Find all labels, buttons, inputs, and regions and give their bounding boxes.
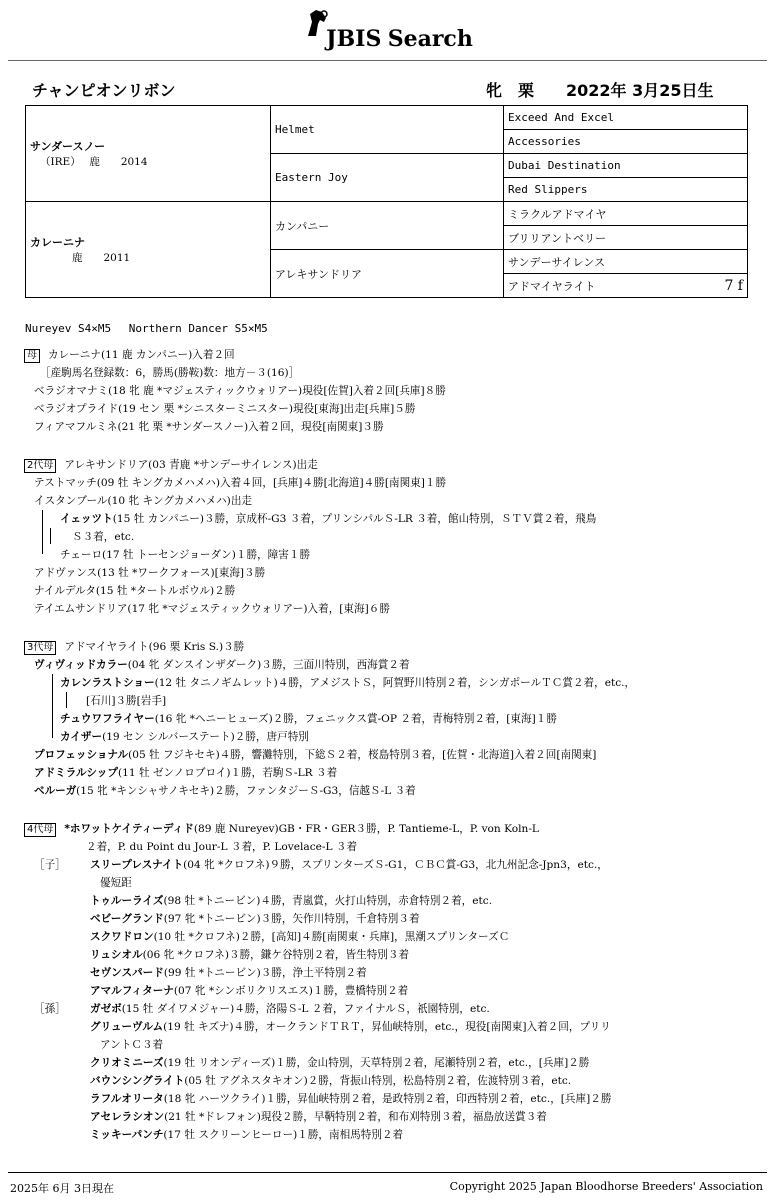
ssd-cell[interactable]: Accessories (504, 130, 748, 154)
list-item[interactable]: テイエムサンドリア(17 牝 *マジェスティックウォリアー)入着，[東海]６勝 (34, 603, 390, 615)
list-item[interactable]: ラフルオリータ(18 牝 ハーツクライ)１勝，昇仙峡特別２着，是政特別２着，印西特別２着，etc.，[兵庫]２勝 (90, 1093, 612, 1105)
second-dam-section: 2代母 アレキサンドリア(03 青鹿 *サンデーサイレンス)出走 テストマッチ(09 牡 キングカメハメハ)入着４回，[兵庫]４勝[北海道]４勝[南関東]１勝 イスタンブール(10 牝 キングカメハメハ)出走 イェッツト(15 牡 カンパニー)３勝，京成杯-G3 ３着，プリンシパルＳ-LR ３着，館山特別，ＳＴＶ賞２着，飛鳥 Ｓ３着，etc. チェーロ(17 牡 トーセンジョーダン)１勝，障害１勝 アドヴァンス(13 牡 *ワークフォース)[東海]３勝 ナイルデルタ(15 牡 *タートルボウル)２勝 テイエムサンドリア(17 牝 *マジェスティックウォリアー)入着，[東海]６勝 (24, 456, 764, 618)
tree-connector (42, 510, 43, 554)
list-item[interactable]: スリープレスナイト (90, 859, 184, 871)
inbreeding-line: Nureyev S4×M5 Northern Dancer S5×M5 (25, 322, 268, 335)
tree-connector (52, 674, 53, 738)
list-item[interactable]: ミッキーパンチ(17 牡 スクリーンヒーロー)１勝，南相馬特別２着 (90, 1129, 404, 1141)
dam-sire-cell[interactable]: カンパニー (271, 202, 504, 250)
sire-dam-cell[interactable]: Eastern Joy (271, 154, 504, 202)
dds-cell[interactable]: サンデーサイレンス (504, 250, 748, 274)
site-logo[interactable] (0, 8, 775, 52)
list-item[interactable]: カレンラストショー(12 牡 タニノギムレット)４勝，アメジストＳ，阿賀野川特別２着，シンガポールＴＣ賞２着，etc.， (60, 677, 636, 689)
fourth-dam-tag: 4代母 (24, 823, 56, 837)
horse-title-bar (32, 78, 732, 102)
logo-text: JBIS Search (326, 26, 473, 52)
list-item[interactable]: トゥルーライズ(98 牡 *トニービン)４勝，青嵐賞，火打山特別，赤倉特別２着，etc. (90, 895, 493, 907)
sds-cell[interactable]: Dubai Destination (504, 154, 748, 178)
list-item[interactable]: ベビーグランド(97 牝 *トニービン)３勝，矢作川特別，千倉特別３着 (90, 913, 420, 925)
list-item[interactable]: アセレラシオン(21 牡 *ドレフォン)現役２勝，早鞆特別２着，和布刈特別３着，福島放送賞３着 (90, 1111, 547, 1123)
sire-name[interactable]: サンダースノー (30, 140, 106, 153)
list-item[interactable]: ヴィヴィッドカラー(04 牝 ダンスインザダーク)３勝，三面川特別，西海賞２着 (34, 659, 410, 671)
ddd-cell (504, 274, 748, 298)
third-dam-tag: 3代母 (24, 641, 56, 655)
tree-connector (66, 692, 67, 708)
horse-birthdate: 2022年 3月25日生 (566, 81, 714, 100)
list-item[interactable]: チェーロ(17 牡 トーセンジョーダン)１勝，障害１勝 (60, 549, 311, 561)
dam-tag: 母 (24, 349, 40, 363)
list-item[interactable]: アマルフィターナ(07 牝 *シンボリクリスエス)１勝，豊橋特別２着 (90, 985, 409, 997)
horse-color: 栗 (518, 81, 535, 100)
copyright: Copyright 2025 Japan Bloodhorse Breeders' Association (449, 1180, 763, 1193)
list-item[interactable]: アドヴァンス(13 牡 *ワークフォース)[東海]３勝 (34, 567, 266, 579)
list-item[interactable]: フィアマフルミネ(21 牝 栗 *サンダースノー)入着２回，現役[南関東]３勝 (34, 421, 384, 433)
dam-info: 鹿 2011 (72, 252, 131, 264)
list-item[interactable]: ガゼボ (90, 1003, 122, 1015)
sdd-cell[interactable]: Red Slippers (504, 178, 748, 202)
tree-connector (50, 528, 51, 544)
list-item[interactable]: テストマッチ(09 牡 キングカメハメハ)入着４回，[兵庫]４勝[北海道]４勝[南関東]１勝 (34, 477, 447, 489)
as-of-date: 2025年 6月 3日現在 (10, 1182, 114, 1195)
list-item[interactable]: バウンシングライト(05 牡 アグネスタキオン)２勝，背振山特別，松島特別２着，佐渡特別３着，etc. (90, 1075, 572, 1087)
dam-section: 母 カレーニナ(11 鹿 カンパニー)入着２回 ［産駒馬名登録数：6，勝馬(勝鞍)数：地方－３(16)］ ベラジオマナミ(18 牝 鹿 *マジェスティックウォリアー)現役[佐賀]入着２回[兵庫]８勝 ベラジオプライド(19 セン 栗 *シニスターミニスター)現役[東海]出走[兵庫]５勝 フィアマフルミネ(21 牝 栗 *サンダースノー)入着２回，現役[南関東]３勝 (24, 346, 764, 436)
ddd-name[interactable]: アドマイヤライト (508, 279, 596, 293)
pedigree-table (25, 105, 748, 298)
family-number: 7 f (724, 277, 743, 294)
list-item[interactable]: ベルーガ(15 牝 *キンシャサノキセキ)２勝，ファンタジーＳ-G3，信越Ｓ-L ３着 (34, 785, 416, 797)
list-item[interactable]: リュシオル(06 牝 *クロフネ)３勝，鎌ケ谷特別２着，皆生特別３着 (90, 949, 410, 961)
list-item[interactable]: イスタンブール(10 牝 キングカメハメハ)出走 (34, 495, 253, 507)
list-item[interactable]: セヴンスパード(99 牡 *トニービン)３勝，浄土平特別２着 (90, 967, 367, 979)
horse-name: チャンピオンリボン (32, 81, 176, 100)
list-item[interactable]: ナイルデルタ(15 牡 *タートルボウル)２勝 (34, 585, 236, 597)
horse-sex: 牝 (486, 81, 503, 100)
dam-name[interactable]: カレーニナ (30, 236, 85, 249)
list-item[interactable]: グリューヴルム(19 牡 キズナ)４勝，オークランドＴＲＴ，昇仙峡特別，etc.，現役[南関東]入着２回，プリリ (90, 1021, 611, 1033)
list-item[interactable]: イェッツト(15 牡 カンパニー)３勝，京成杯-G3 ３着，プリンシパルＳ-LR ３着，館山特別，ＳＴＶ賞２着，飛鳥 (60, 513, 597, 525)
dam-dam-cell[interactable]: アレキサンドリア (271, 250, 504, 298)
dam-cell (26, 202, 271, 298)
list-item[interactable]: ベラジオマナミ(18 牝 鹿 *マジェスティックウォリアー)現役[佐賀]入着２回[兵庫]８勝 (34, 385, 446, 397)
list-item[interactable]: プロフェッショナル(05 牡 フジキセキ)４勝，響灘特別，下総Ｓ２着，桜島特別３着，[佐賀・北海道]入着２回[南関東] (34, 749, 597, 761)
list-item[interactable]: ベラジオプライド(19 セン 栗 *シニスターミニスター)現役[東海]出走[兵庫]５勝 (34, 403, 416, 415)
dss-cell[interactable]: ミラクルアドマイヤ (504, 202, 748, 226)
header-divider (8, 60, 767, 61)
second-dam-tag: 2代母 (24, 459, 56, 473)
sire-cell (26, 106, 271, 202)
sire-info: （IRE） 鹿 2014 (40, 156, 148, 168)
fourth-dam-section: 4代母 *ホワットケイティーディド(89 鹿 Nureyev)GB・FR・GER３勝，P. Tantieme-L，P. von Koln-L ２着，P. du Point du Jour-L ３着，P. Lovelace-L ３着 ［子］ スリープレスナイト(04 牝 *クロフネ)９勝，スプリンターズＳ-G1，ＣＢＣ賞-G3，北九州記念-Jpn3，etc.， 優短距 トゥルーライズ(98 牡 *トニービン)４勝，青嵐賞，火打山特別，赤倉特別２着，etc. ベビーグランド(97 牝 *トニービン)３勝，矢作川特別，千倉特別３着 スクワドロン(10 牡 *クロフネ)２勝，[高知]４勝[南関東・兵庫]，黒潮スプリンターズＣ リュシオル(06 牝 *クロフネ)３勝，鎌ケ谷特別２着，皆生特別３着 セヴンスパード(99 牡 *トニービン)３勝，浄土平特別２着 アマルフィターナ(07 牝 *シンボリクリスエス)１勝，豊橋特別２着 ［孫］ ガゼボ(15 牡 ダイワメジャー)４勝，洛陽Ｓ-L ２着，ファイナルＳ，祇園特別，etc. グリューヴルム(19 牡 キズナ)４勝，オークランドＴＲＴ，昇仙峡特別，etc.，現役[南関東]入着２回，プリリ アントＣ３着 クリオミニーズ(19 牡 リオンディーズ)１勝，金山特別，天草特別２着，尾瀬特別２着，etc.，[兵庫]２勝 バウンシングライト(05 牡 アグネスタキオン)２勝，背振山特別，松島特別２着，佐渡特別３着，etc. ラフルオリータ(18 牝 ハーツクライ)１勝，昇仙峡特別２着，是政特別２着，印西特別２着，etc.，[兵庫]２勝 アセレラシオン(21 牡 *ドレフォン)現役２勝，早鞆特別２着，和布刈特別３着，福島放送賞３着 ミッキーパンチ(17 牡 スクリーンヒーロー)１勝，南相馬特別２着 (24, 820, 764, 1144)
list-item[interactable]: カイザー(19 セン シルバーステート)２勝，唐戸特別 (60, 731, 309, 743)
list-item[interactable]: スクワドロン(10 牡 *クロフネ)２勝，[高知]４勝[南関東・兵庫]，黒潮スプリンターズＣ (90, 931, 510, 943)
footer-divider (8, 1172, 767, 1173)
third-dam-section: 3代母 アドマイヤライト(96 栗 Kris S.)３勝 ヴィヴィッドカラー(04 牝 ダンスインザダーク)３勝，三面川特別，西海賞２着 カレンラストショー(12 牡 タニノギムレット)４勝，アメジストＳ，阿賀野川特別２着，シンガポールＴＣ賞２着，etc.， [石川]３勝[岩手] チュウワフライヤー(16 牝 *ヘニーヒューズ)２勝，フェニックス賞-OP ２着，青梅特別２着，[東海]１勝 カイザー(19 セン シルバーステート)２勝，唐戸特別 プロフェッショナル(05 牡 フジキセキ)４勝，響灘特別，下総Ｓ２着，桜島特別３着，[佐賀・北海道]入着２回[南関東] アドミラルシップ(11 牡 ゼンノロブロイ)１勝，若駒Ｓ-LR ３着 ベルーガ(15 牝 *キンシャサノキセキ)２勝，ファンタジーＳ-G3，信越Ｓ-L ３着 (24, 638, 764, 800)
dsd-cell[interactable]: ブリリアントベリー (504, 226, 748, 250)
sire-sire-cell[interactable]: Helmet (271, 106, 504, 154)
list-item[interactable]: クリオミニーズ(19 牡 リオンディーズ)１勝，金山特別，天草特別２着，尾瀬特別２着，etc.，[兵庫]２勝 (90, 1057, 590, 1069)
list-item[interactable]: チュウワフライヤー(16 牝 *ヘニーヒューズ)２勝，フェニックス賞-OP ２着，青梅特別２着，[東海]１勝 (60, 713, 557, 725)
list-item[interactable]: アドミラルシップ(11 牡 ゼンノロブロイ)１勝，若駒Ｓ-LR ３着 (34, 767, 338, 779)
sss-cell[interactable]: Exceed And Excel (504, 106, 748, 130)
